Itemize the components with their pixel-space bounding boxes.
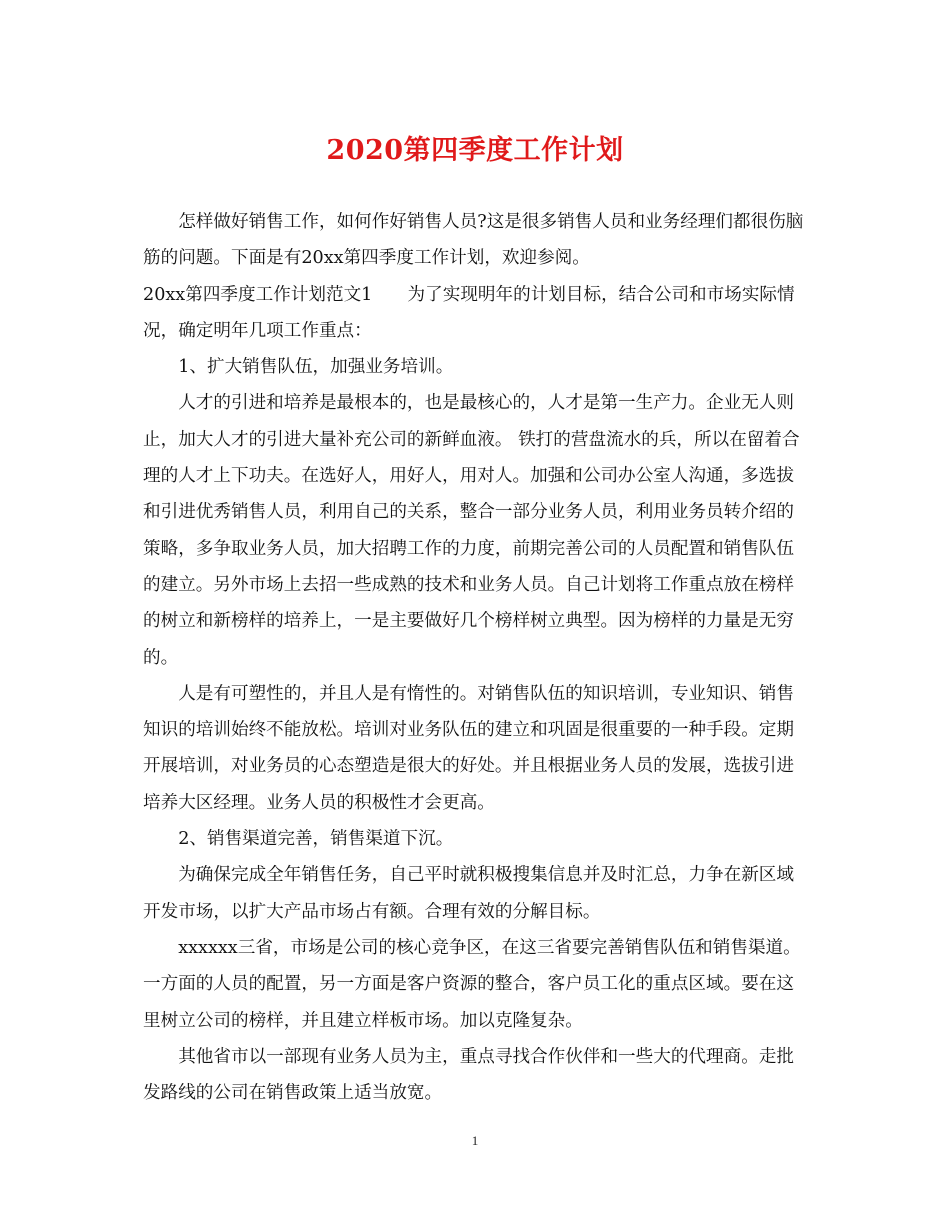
page-number: 1 (471, 1133, 479, 1148)
paragraph-other-provinces: 其他省市以一部现有业务人员为主，重点寻找合作伙伴和一些大的代理商。走批发路线的公司在销售政策上适当放宽。 (143, 1046, 794, 1104)
paragraph-sales-task: 为确保完成全年销售任务，自己平时就积极搜集信息并及时汇总，力争在新区域开发市场，以扩大产品市场占有额。合理有效的分解目标。 (143, 865, 794, 922)
section-heading-1: 1、扩大销售队伍，加强业务培训。 (178, 357, 454, 378)
paragraph-training: 人是有可塑性的，并且人是有惰性的。对销售队伍的知识培训，专业知识、销售知识的培训始终不能放松。培训对业务队伍的建立和巩固是很重要的一种手段。定期开展培训，对业务员的心态塑造是很大的好处。并且根据业务人员的发展，选拔引进培养大区经理。业务人员的积极性才会更高。 (143, 683, 794, 813)
paragraph-sample-heading: 20xx第四季度工作计划范文1 为了实现明年的计划目标，结合公司和市场实际情况，确定明年几项工作重点： (143, 284, 795, 341)
paragraph-intro: 怎样做好销售工作，如何作好销售人员?这是很多销售人员和业务经理们都很伤脑筋的问题。下面是有20xx第四季度工作计划，欢迎参阅。 (143, 212, 804, 269)
document-body (143, 204, 809, 1111)
paragraph-three-provinces: xxxxxx三省，市场是公司的核心竞争区，在这三省要完善销售队伍和销售渠道。一方面的人员的配置，另一方面是客户资源的整合，客户员工化的重点区域。要在这里树立公司的榜样，并且建立样板市场。加以克隆复杂。 (143, 937, 801, 1031)
section-heading-2: 2、销售渠道完善，销售渠道下沉。 (178, 829, 454, 850)
paragraph-talent: 人才的引进和培养是最根本的，也是最核心的，人才是第一生产力。企业无人则止，加大人才的引进大量补充公司的新鲜血液。 铁打的营盘流水的兵，所以在留着合理的人才上下功夫。在选好人，用好人，用对人。加强和公司办公室人沟通，多选拔和引进优秀销售人员，利用自己的关系，整合一部分业务人员，利用业务员转介绍的策略，多争取业务人员，加大招聘工作的力度，前期完善公司的人员配置和销售队伍的建立。另外市场上去招一些成熟的技术和业务人员。自己计划将工作重点放在榜样的树立和新榜样的培养上，一是主要做好几个榜样树立典型。因为榜样的力量是无穷的。 (143, 393, 800, 668)
document-title: 2020第四季度工作计划 (326, 135, 624, 166)
